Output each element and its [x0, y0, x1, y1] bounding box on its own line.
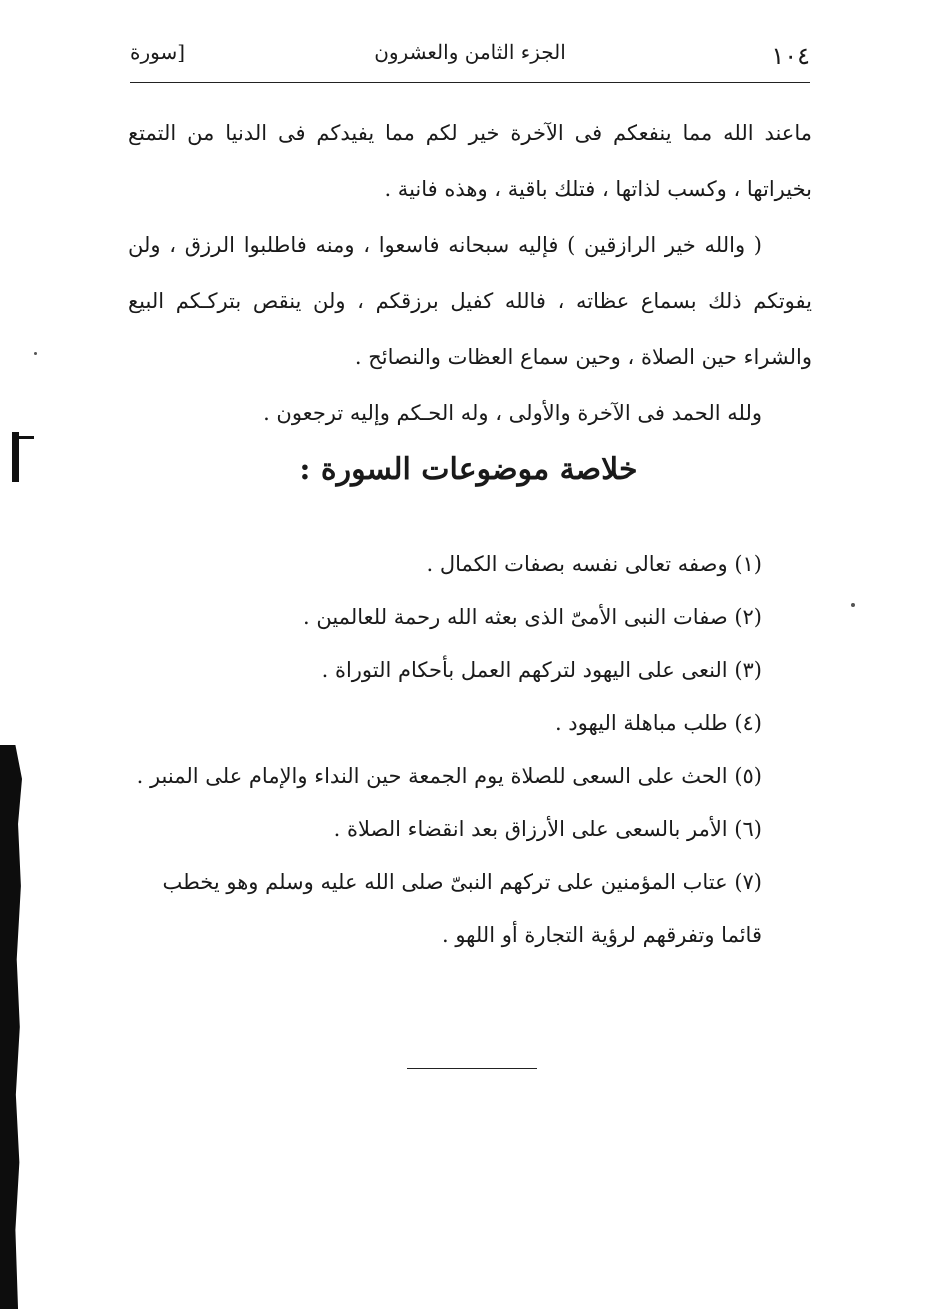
scan-speck [851, 603, 855, 607]
list-item: (١) وصفه تعالى نفسه بصفات الكمال . [426, 552, 762, 576]
paragraph: ( والله خير الرازقين ) فإليه سبحانه فاسعوا ، ومنه فاطلبوا الرزق ، ولن يفوتكم ذلك بسماع عظاته ، فالله كفيل برزقكم ، ولن ينقص بتركـكم البيع والشراء حين الصلاة ، وحين سماع العظات والنصائح . [128, 233, 812, 369]
paragraph: ماعند الله مما ينفعكم فى الآخرة خير لكم مما يفيدكم فى الدنيا من التمتع بخيراتها ، وكسب لذاتها ، فتلك باقية ، وهذه فانية . [128, 121, 812, 201]
running-header [130, 36, 810, 80]
list-item: (٤) طلب مباهلة اليهود . [554, 711, 762, 735]
end-rule [407, 1068, 537, 1069]
body-text [128, 105, 812, 441]
list-item: (٦) الأمر بالسعى على الأرزاق بعد انقضاء الصلاة . [333, 817, 762, 841]
scan-edge-shadow [0, 745, 22, 1309]
paragraph: ولله الحمد فى الآخرة والأولى ، وله الحـكم وإليه ترجعون . [263, 401, 762, 425]
list-item: (٧) عتاب المؤمنين على تركهم النبىّ صلى الله عليه وسلم وهو يخطب قائما وتفرقهم لرؤية التجارة أو اللهو . [162, 870, 762, 947]
page-number: ١٠٤ [771, 42, 810, 70]
list-item: (٢) صفات النبى الأمىّ الذى بعثه الله رحمة للعالمين . [303, 605, 762, 629]
part-title: الجزء الثامن والعشرون [374, 40, 566, 64]
surah-label: [سورة [130, 40, 186, 64]
list-item: (٥) الحث على السعى للصلاة يوم الجمعة حين النداء والإمام على المنبر . [136, 764, 762, 788]
topics-list [128, 538, 812, 962]
section-title: خلاصة موضوعات السورة : [299, 452, 638, 487]
list-item: (٣) النعى على اليهود لتركهم العمل بأحكام التوراة . [321, 658, 762, 682]
header-rule [130, 82, 810, 83]
scan-speck [34, 352, 37, 355]
